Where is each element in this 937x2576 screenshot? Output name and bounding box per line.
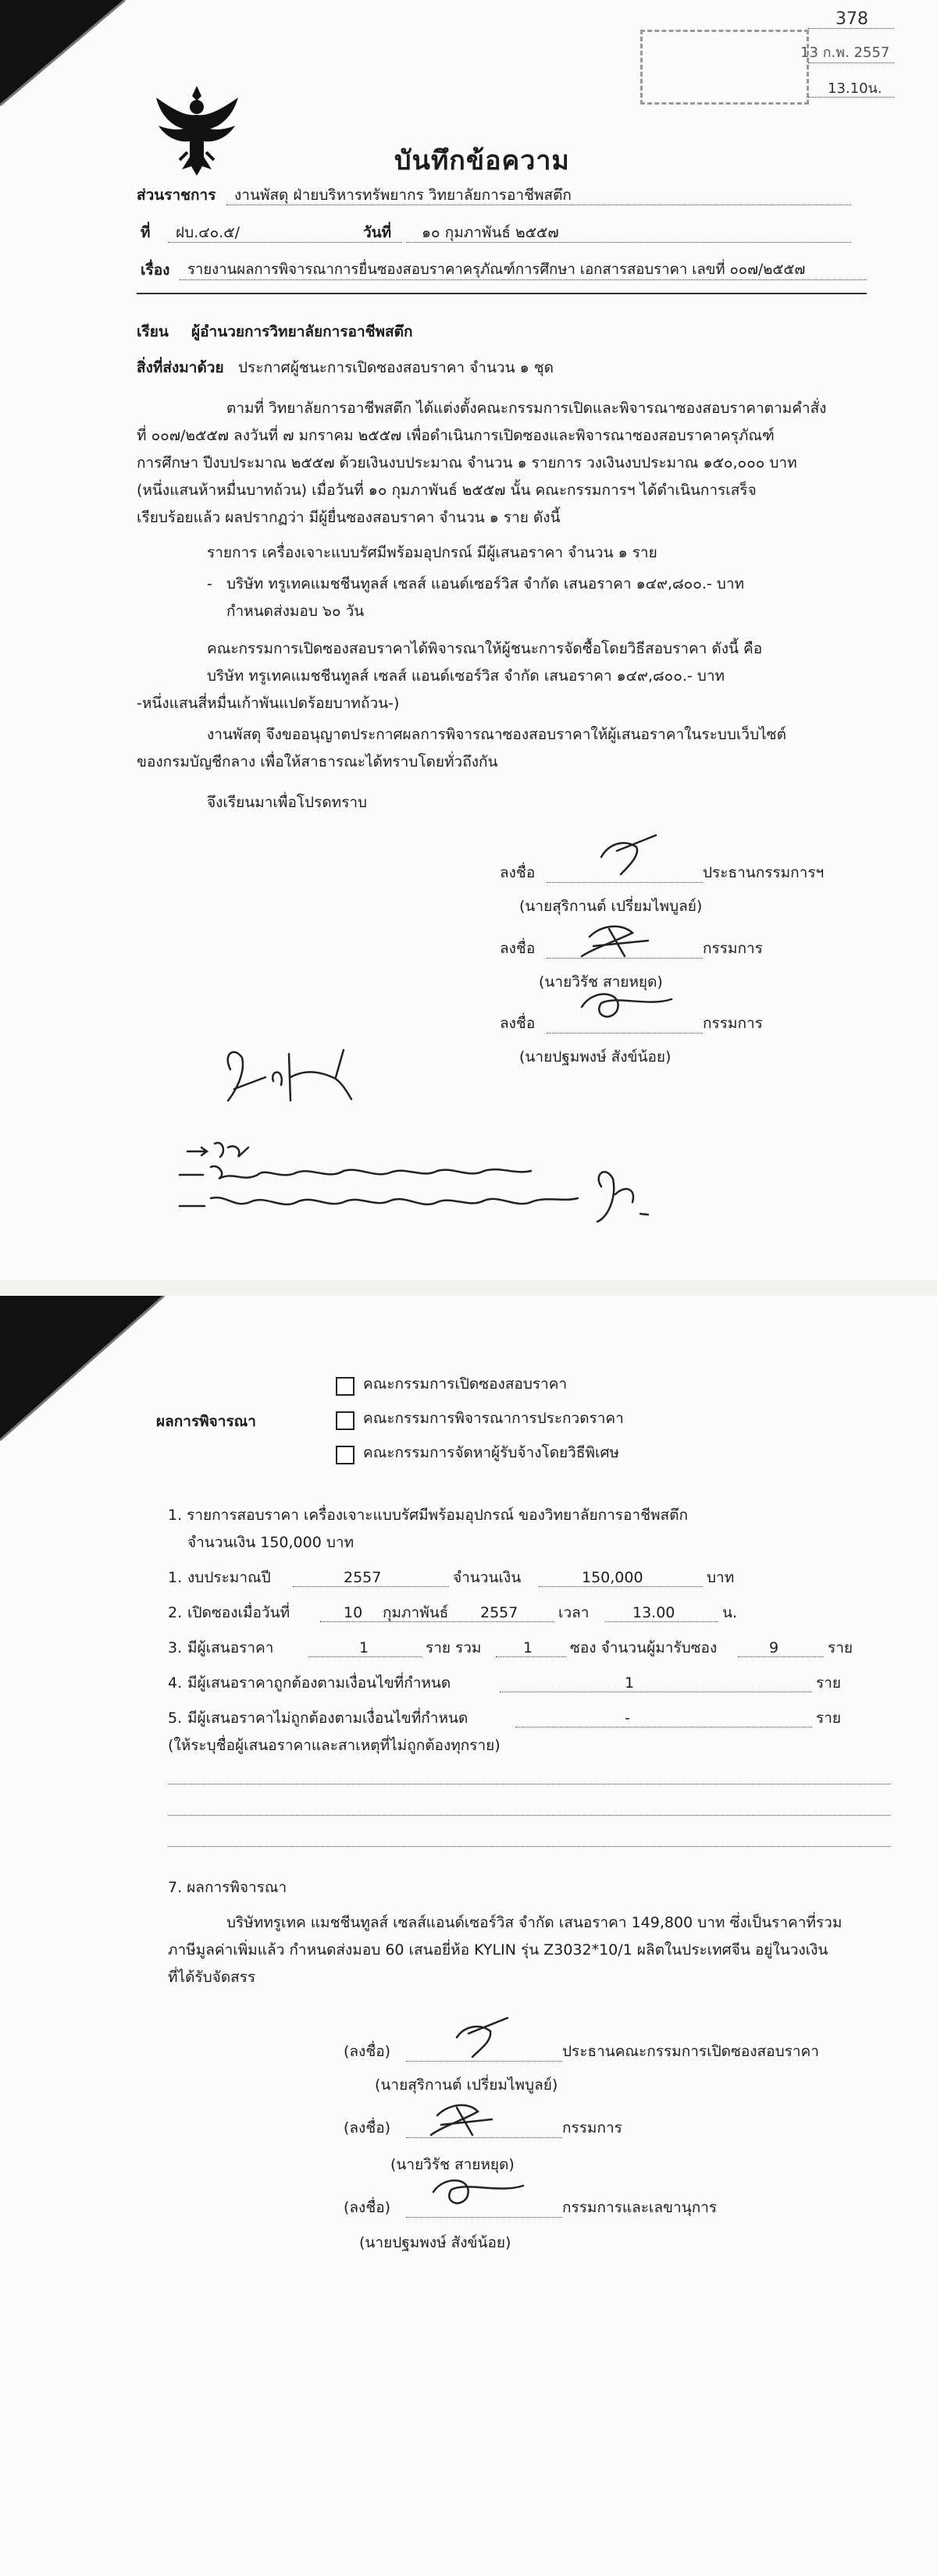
memo-page-2: [0, 1296, 937, 2576]
p2-sig2-prefix: (ลงชื่อ): [344, 2119, 391, 2137]
invalid-note: (ให้ระบุชื่อผู้เสนอราคาและสาเหตุที่ไม่ถูกต้องทุกราย): [168, 1737, 501, 1754]
row-num: 1.: [168, 1569, 183, 1586]
bidder-line: บริษัท ทรูเทคแมชชีนทูลส์ เซลส์ แอนด์เซอร์วิส จำกัด เสนอราคา ๑๔๙,๘๐๐.- บาท: [226, 575, 745, 592]
bidder-count: 1: [359, 1639, 369, 1656]
row-text: ราย: [816, 1710, 842, 1727]
para2-line: บริษัท ทรูเทคแมชชีนทูลส์ เซลส์ แอนด์เซอร์วิส จำกัด เสนอราคา ๑๔๙,๘๐๐.- บาท: [207, 667, 725, 685]
result-heading: 7. ผลการพิจารณา: [168, 1879, 287, 1896]
row-text: ราย: [816, 1674, 842, 1692]
result-line: บริษัททรูเทค แมชชีนทูลส์ เซลส์แอนด์เซอร์วิส จำกัด เสนอราคา 149,800 บาท ซึ่งเป็นราคาที่รวม: [226, 1914, 843, 1931]
p2-sig3-name: (นายปฐมพงษ์ สังข์น้อย): [359, 2234, 511, 2251]
row-text: เปิดซองเมื่อวันที่: [187, 1604, 290, 1621]
open-year: 2557: [480, 1604, 518, 1621]
result-label: ผลการพิจารณา: [156, 1413, 256, 1430]
budget-year: 2557: [344, 1569, 382, 1586]
row-num: 3.: [168, 1639, 183, 1656]
para1-line: ที่ ๐๐๗/๒๕๕๗ ลงวันที่ ๗ มกราคม ๒๕๕๗ เพื่อดำเนินการเปิดซองและพิจารณาซองสอบราคาครุภัณฑ์: [137, 427, 775, 444]
sig1-name: (นายสุริกานต์ เปรี่ยมไพบูลย์): [519, 898, 703, 915]
sig2-prefix: ลงชื่อ: [500, 940, 536, 957]
row-num: 2.: [168, 1604, 183, 1621]
para3-line: งานพัสดุ จึงขออนุญาตประกาศผลการพิจารณาซองสอบราคาให้ผู้เสนอราคาในระบบเว็บไซต์: [207, 726, 786, 743]
para3-line: ของกรมบัญชีกลาง เพื่อให้สาธารณะได้ทราบโดยทั่วถึงกัน: [137, 753, 498, 770]
para2-line: คณะกรรมการเปิดซองสอบราคาได้พิจารณาให้ผู้ชนะการจัดซื้อโดยวิธีสอบราคา ดังนี้ คือ: [207, 640, 763, 657]
p2-sig3-role: กรรมการและเลขานุการ: [562, 2199, 718, 2216]
stamp-date: 13 ก.พ. 2557: [800, 44, 890, 61]
para1-line: การศึกษา ปีงบประมาณ ๒๕๕๗ ด้วยเงินงบประมาณ จำนวน ๑ รายการ วงเงินงบประมาณ ๑๕๐,๐๐๐ บาท: [137, 454, 797, 471]
invalid-count: -: [625, 1710, 630, 1727]
p2-sig1-role: ประธานคณะกรรมการเปิดซองสอบราคา: [562, 2043, 819, 2060]
sig3-name: (นายปฐมพงษ์ สังข์น้อย): [519, 1048, 672, 1066]
row-text: มีผู้เสนอราคา: [187, 1639, 274, 1656]
memo-title: บันทึกข้อความ: [394, 145, 570, 176]
stamp-time: 13.10น.: [828, 80, 882, 97]
p2-sig2-name: (นายวิรัช สายหยุด): [390, 2156, 515, 2173]
date-label: วันที่: [363, 224, 392, 241]
p2-sig3-prefix: (ลงชื่อ): [344, 2199, 391, 2216]
p2-sig2-role: กรรมการ: [562, 2119, 622, 2137]
pickup-count: 9: [769, 1639, 779, 1656]
p2-sig1-prefix: (ลงชื่อ): [344, 2043, 391, 2060]
row-text: ราย: [828, 1639, 853, 1656]
stamp-number: 378: [835, 9, 868, 29]
row-text: มีผู้เสนอราคาไม่ถูกต้องตามเงื่อนไขที่กำหนด: [187, 1710, 468, 1727]
row-num: 5.: [168, 1710, 183, 1727]
item1-line: 1. รายการสอบราคา เครื่องเจาะแบบรัศมีพร้อมอุปกรณ์ ของวิทยาลัยการอาชีพสตึก: [168, 1507, 688, 1524]
sig1-prefix: ลงชื่อ: [500, 864, 536, 881]
sig2-role: กรรมการ: [703, 940, 763, 957]
item-line: รายการ เครื่องเจาะแบบรัศมีพร้อมอุปกรณ์ มีผู้เสนอราคา จำนวน ๑ ราย: [207, 544, 657, 561]
row-text: จำนวนเงิน: [453, 1569, 522, 1586]
envelope-count: 1: [523, 1639, 533, 1656]
row-text: เวลา: [558, 1604, 590, 1621]
valid-count: 1: [625, 1674, 635, 1692]
sig3-prefix: ลงชื่อ: [500, 1015, 536, 1032]
para1-line: เรียบร้อยแล้ว ผลปรากฏว่า มีผู้ยื่นซองสอบราคา จำนวน ๑ ราย ดังนี้: [137, 509, 561, 526]
bidder-dash: -: [207, 575, 212, 592]
row-text: บาท: [707, 1569, 735, 1586]
ref-label: ที่: [141, 224, 151, 241]
to-value: ผู้อำนวยการวิทยาลัยการอาชีพสตึก: [191, 323, 413, 340]
result-line: ที่ได้รับจัดสรร: [168, 1969, 256, 1986]
subject-value: รายงานผลการพิจารณาการยื่นซองสอบราคาครุภัณฑ์การศึกษา เอกสารสอบราคา เลขที่ ๐๐๗/๒๕๕๗: [187, 262, 806, 278]
sig2-name: (นายวิรัช สายหยุด): [539, 973, 663, 991]
item1-amount: จำนวนเงิน 150,000 บาท: [187, 1534, 354, 1551]
date-value: ๑๐ กุมภาพันธ์ ๒๕๕๗: [422, 224, 559, 241]
para1-line: (หนึ่งแสนห้าหมื่นบาทถ้วน) เมื่อวันที่ ๑๐ กุมภาพันธ์ ๒๕๕๗ นั้น คณะกรรมการฯ ได้ดำเนินการเสร็จ: [137, 482, 757, 499]
to-label: เรียน: [137, 323, 169, 340]
row-num: 4.: [168, 1674, 183, 1692]
closing-text: จึงเรียนมาเพื่อโปรดทราบ: [207, 794, 368, 811]
dept-label: ส่วนราชการ: [137, 187, 216, 204]
row-text: งบประมาณปี: [187, 1569, 271, 1586]
para1-line: ตามที่ วิทยาลัยการอาชีพสตึก ได้แต่งตั้งคณะกรรมการเปิดและพิจารณาซองสอบราคาตามคำสั่ง: [226, 400, 827, 417]
bidder-delivery: กำหนดส่งมอบ ๖๐ วัน: [226, 603, 365, 620]
result-line: ภาษีมูลค่าเพิ่มแล้ว กำหนดส่งมอบ 60 เสนอยี่ห้อ KYLIN รุ่น Z3032*10/1 ผลิตในประเทศจีน อยู่ในวงเงิน: [168, 1941, 828, 1959]
subject-label: เรื่อง: [141, 262, 170, 279]
ref-value: ฝบ.๔๐.๕/: [176, 224, 240, 241]
sig3-role: กรรมการ: [703, 1015, 763, 1032]
budget-amount: 150,000: [582, 1569, 643, 1586]
open-month: กุมภาพันธ์: [383, 1604, 449, 1621]
row-text: มีผู้เสนอราคาถูกต้องตามเงื่อนไขที่กำหนด: [187, 1674, 451, 1692]
attach-value: ประกาศผู้ชนะการเปิดซองสอบราคา จำนวน ๑ ชุด: [238, 359, 554, 376]
attach-label: สิ่งที่ส่งมาด้วย: [137, 359, 224, 376]
row-text: ซอง จำนวนผู้มารับซอง: [570, 1639, 718, 1656]
handwritten-marks: [0, 0, 937, 1280]
p2-sig1-name: (นายสุริกานต์ เปรี่ยมไพบูลย์): [375, 2076, 558, 2094]
checkbox-label: คณะกรรมการเปิดซองสอบราคา: [363, 1375, 568, 1393]
handwritten-signatures: [0, 1296, 937, 2576]
sig1-role: ประธานกรรมการฯ: [703, 864, 825, 881]
dept-value: งานพัสดุ ฝ่ายบริหารทรัพยากร วิทยาลัยการอาชีพสตึก: [234, 187, 572, 204]
row-text: ราย รวม: [426, 1639, 482, 1656]
para2-line: -หนึ่งแสนสี่หมื่นเก้าพันแปดร้อยบาทถ้วน-): [137, 695, 400, 712]
row-text: น.: [722, 1604, 738, 1621]
checkbox-label: คณะกรรมการจัดหาผู้รับจ้างโดยวิธีพิเศษ: [363, 1444, 620, 1461]
open-day: 10: [344, 1604, 363, 1621]
checkbox-label: คณะกรรมการพิจารณาการประกวดราคา: [363, 1410, 624, 1427]
open-time: 13.00: [632, 1604, 675, 1621]
memo-page-1: [0, 0, 937, 1280]
